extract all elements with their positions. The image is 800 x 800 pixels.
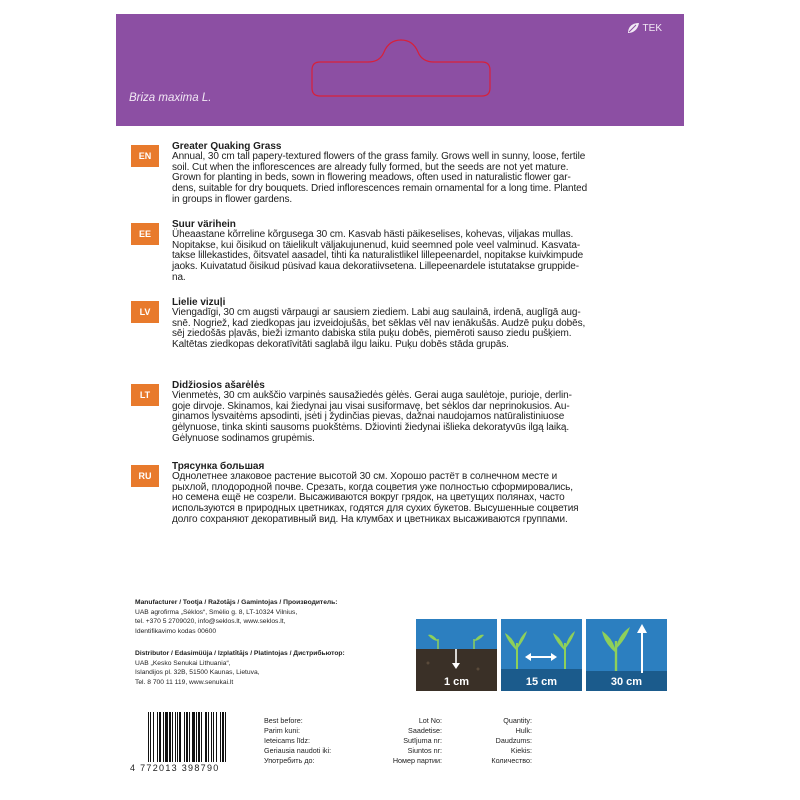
barcode-bar: [159, 712, 161, 762]
height-label: 30 cm: [610, 676, 643, 688]
barcode-bar: [177, 712, 178, 762]
lang-line: Vienmetės, 30 cm aukščio varpinės sausažiedės gėlės. Gerai auga saulėtoje, purioje, derlin-: [172, 390, 572, 401]
sowing-depth-pictogram: [416, 619, 497, 691]
field-label: Parim kuni:: [264, 726, 300, 736]
spacing-label: 15 cm: [525, 676, 558, 688]
barcode-bar: [211, 712, 212, 762]
field-label: Daudzums:: [495, 736, 532, 746]
packet-header: [116, 14, 684, 126]
lang-line: Grown for planting in beds, sown in flowering meadows, often used in naturalistic flower gar-: [172, 172, 571, 184]
lang-title-lt: Didžiosios ašarėlės: [172, 380, 265, 391]
lang-line: na.: [172, 271, 186, 283]
lang-title-ru: Трясунка большая: [172, 461, 265, 472]
lang-line: gėlynuose, tinka skinti sausoms puokštėms. Džiovinti žiedynai išlieka dekoratyvūs ilgą laiką.: [172, 422, 569, 434]
seed-packet-back: [116, 14, 684, 800]
info-line: Tel. 8 700 11 119, www.senukai.lt: [135, 678, 234, 686]
distributor-heading: Distributor / Edasimüüja / Izplatītājs / Platintojas / Дистрибьютор:: [135, 650, 345, 657]
barcode-bar: [201, 712, 202, 762]
barcode-bar: [148, 712, 149, 762]
barcode-bar: [169, 712, 171, 762]
barcode-bar: [184, 712, 185, 762]
barcode-bar: [208, 712, 209, 762]
barcode-bar: [150, 712, 151, 762]
lang-line: используются в природных цветниках, годятся для сухих букетов. Высушенные соцветия: [172, 503, 579, 515]
plant-spacing-pictogram: [501, 619, 582, 691]
field-label: Quantity:: [503, 716, 532, 725]
lang-line: goje dirvoje. Skinamos, kai žiedynai jau visai susiformavę, bet sėklos dar neprinokusios. Au-: [172, 400, 570, 412]
lang-line: Kaltētas ziedkopas dekoratīvitāti saglabā ilgu laiku. Puķu dobēs stāda grupās.: [172, 339, 509, 351]
field-label: Sutījuma nr:: [403, 736, 442, 746]
barcode-bar: [216, 712, 217, 762]
barcode-bar: [163, 712, 164, 762]
hanger-cutout-outline: [116, 14, 684, 126]
lang-line: Üheaastane kõrreline kõrgusega 30 cm. Kasvab hästi päikeselises, kohevas, viljakas mullas.: [172, 229, 574, 240]
lang-line: sēj ziedošās pļavās, bieži izmanto dabiska stila puķu dobēs, piemēroti sauso ziedu pušķiem.: [172, 328, 572, 340]
info-line: UAB agrofirma „Sėklos“, Smėlio g. 8, LT-10324 Vilnius,: [135, 608, 298, 616]
lang-line: ginamos lysvaitėms apsodinti, įsėti į žydinčias pievas, dažnai naudojamos natūralistiniuose: [172, 411, 565, 423]
lang-line: но семена ещё не созрели. Высаживаются вокруг грядок, на цветущих полянах, часто: [172, 492, 565, 504]
lang-badge-lv: LV: [131, 301, 159, 323]
lang-title-en: Greater Quaking Grass: [172, 141, 282, 152]
lang-line: Viengadīgi, 30 cm augsti vārpaugi ar sausiem ziediem. Labi aug saulainā, irdenā, auglīgā aug-: [172, 307, 581, 318]
barcode: [146, 712, 252, 762]
barcode-bar: [192, 712, 195, 762]
field-label: Kiekis:: [510, 746, 532, 756]
barcode-bar: [175, 712, 176, 762]
plant-height-pictogram: [586, 619, 667, 691]
field-label: Best before:: [264, 716, 303, 725]
lang-title-ee: Suur värihein: [172, 219, 236, 230]
lang-line: Nopitakse, kui õisikud on täielikult väljakujunenud, kuid seemned pole veel valminud. Kasvata-: [172, 239, 581, 251]
depth-label: 1 cm: [443, 676, 470, 688]
field-label: Geriausia naudoti iki:: [264, 746, 332, 756]
barcode-bar: [205, 712, 207, 762]
barcode-number: 4 772013 398790: [130, 763, 220, 773]
lang-badge-ru: RU: [131, 465, 159, 487]
lang-line: soil. Cut when the inflorescences are already fully formed, but the seeds are not yet mature.: [172, 161, 569, 173]
lang-badge-lt: LT: [131, 384, 159, 406]
leaf-icon: [626, 22, 640, 34]
barcode-bar: [198, 712, 200, 762]
info-line: tel. +370 5 2709020, info@seklos.lt, www.seklos.lt,: [135, 618, 286, 626]
field-label: Siuntos nr:: [407, 746, 442, 756]
barcode-bar: [153, 712, 154, 762]
barcode-bar: [165, 712, 168, 762]
info-line: Islandijos pl. 32B, 51500 Kaunas, Lietuva,: [135, 669, 260, 677]
distributor-info: [135, 649, 345, 687]
lang-line: рыхлой, плодородной почве. Срезать, когда соцветия уже полностью сформировались,: [172, 481, 573, 493]
barcode-bar: [196, 712, 197, 762]
field-label: Lot No:: [418, 716, 442, 725]
info-line: Identifikavimo kodas 00600: [135, 627, 217, 635]
lang-line: jaoks. Kuivatatud õisikud püsivad kaua dekoratiivsetena. Lillepeenardele istutatakse gruppide-: [172, 261, 579, 273]
field-label: Hulk:: [515, 726, 532, 736]
lang-line: Однолетнее злаковое растение высотой 30 см. Хорошо растёт в солнечном месте и: [172, 471, 558, 482]
barcode-bar: [157, 712, 158, 762]
barcode-bar: [220, 712, 221, 762]
lang-line: Annual, 30 cm tall papery-textured flowers of the grass family. Grows well in sunny, loose, fertile: [172, 151, 586, 162]
barcode-bar: [179, 712, 181, 762]
barcode-bar: [189, 712, 190, 762]
field-label: Употребить до:: [264, 756, 315, 766]
field-label: Количество:: [491, 756, 532, 766]
manufacturer-info: [135, 598, 338, 636]
field-label: Saadetise:: [408, 726, 442, 736]
manufacturer-heading: Manufacturer / Tootja / Ražotājs / Gamintojas / Производитель:: [135, 599, 338, 606]
lot-number-field: [330, 716, 442, 766]
lang-line: takse lillekastides, õitsvatel aasadel, tihti ka naturalistlikel lillepeenardel, nopitakse kuivkimpude: [172, 250, 584, 262]
barcode-bar: [172, 712, 173, 762]
field-label: Ieteicams līdz:: [264, 736, 310, 746]
barcode-bar: [225, 712, 226, 762]
brand-logo: [626, 22, 662, 34]
lang-line: долго сохраняют декоративный вид. На клумбах и цветниках высаживаются группами.: [172, 513, 568, 525]
lang-badge-en: EN: [131, 145, 159, 167]
lang-line: snē. Nogriež, kad ziedkopas jau izveidojušās, bet sēklas vēl nav ienākušās. Audzē puķu dobēs,: [172, 317, 586, 329]
barcode-bar: [222, 712, 224, 762]
lang-badge-ee: EE: [131, 223, 159, 245]
barcode-bar: [186, 712, 188, 762]
field-label: Номер партии:: [392, 756, 442, 766]
best-before-field: [264, 716, 331, 766]
brand-name: TEK: [642, 22, 662, 34]
quantity-field: [446, 716, 532, 766]
latin-name: Briza maxima L.: [129, 92, 212, 104]
barcode-bar: [213, 712, 214, 762]
lang-line: Gėlynuose sodinamos grupėmis.: [172, 432, 315, 444]
lang-line: dens, suitable for dry bouquets. Dried inflorescences remain ornamental for a long time. Planted: [172, 183, 588, 195]
lang-line: in groups in flower gardens.: [172, 193, 293, 205]
lang-title-lv: Lielie vizuļi: [172, 297, 226, 308]
info-line: UAB „Kesko Senukai Lithuania“,: [135, 659, 231, 667]
